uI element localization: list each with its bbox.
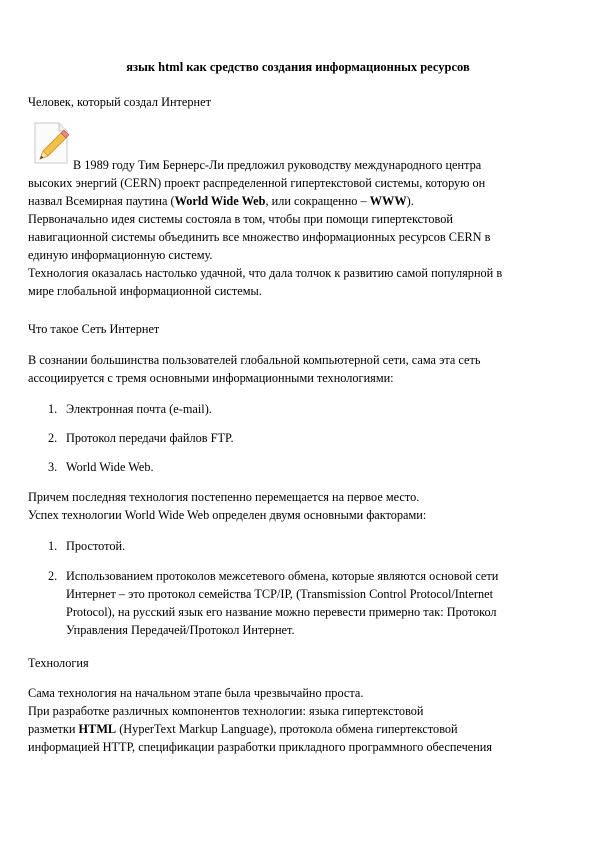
- list-number: 3.: [48, 460, 58, 474]
- page-title: язык html как средство создания информационных ресурсов: [126, 60, 470, 74]
- paragraph-line: мире глобальной информационной системы.: [28, 284, 262, 298]
- paragraph-line: Сама технология на начальном этапе была чрезвычайно проста.: [28, 686, 364, 700]
- list-item: Простотой.: [66, 539, 126, 553]
- list-number: 2.: [48, 431, 58, 445]
- bold-term: HTML: [78, 722, 117, 736]
- paragraph-line: разметки HTML (HyperText Markup Language), протокола обмена гипертекстовой: [28, 722, 458, 736]
- list-item-line: Интернет – это протокол семейства TCP/IP, (Transmission Control Protocol/Internet: [66, 587, 494, 601]
- section-heading-technology: Технология: [28, 656, 89, 670]
- paragraph-line: Успех технологии World Wide Web определен двумя основными факторами:: [28, 508, 427, 522]
- paragraph-line: Первоначально идея системы состояла в том, чтобы при помощи гипертекстовой: [28, 212, 453, 226]
- paragraph-line: информацией HTTP, спецификации разработки прикладного программного обеспечения: [28, 740, 493, 754]
- pencil-document-icon: [31, 121, 71, 165]
- bold-term: World Wide Web: [174, 194, 266, 208]
- list-item: Протокол передачи файлов FTP.: [66, 431, 234, 445]
- section-heading-internet: Что такое Сеть Интернет: [28, 322, 160, 336]
- paragraph-line: Технология оказалась настолько удачной, что дала толчок к развитию самой популярной в: [28, 266, 503, 280]
- paragraph-line: В сознании большинства пользователей глобальной компьютерной сети, сама эта сеть: [28, 353, 481, 367]
- list-item-line: Управления Передачей/Протокол Интернет.: [66, 623, 295, 637]
- list-item: World Wide Web.: [66, 460, 154, 474]
- list-item-line: Использованием протоколов межсетевого обмена, которые являются основой сети: [66, 569, 499, 583]
- paragraph-line: назвал Всемирная паутина (World Wide Web, или сокращенно – WWW).: [28, 194, 414, 208]
- list-number: 1.: [48, 402, 58, 416]
- paragraph-line: навигационной системы объединить все множество информационных ресурсов CERN в: [28, 230, 491, 244]
- list-item-line: Protocol), на русский язык его название можно перевести примерно так: Протокол: [66, 605, 497, 619]
- list-item: Электронная почта (e-mail).: [66, 402, 212, 416]
- paragraph-line: При разработке различных компонентов технологии: языка гипертекстовой: [28, 704, 424, 718]
- section-heading-creator: Человек, который создал Интернет: [28, 95, 211, 109]
- list-number: 2.: [48, 569, 58, 583]
- paragraph-line: В 1989 году Тим Бернерс-Ли предложил руководству международного центра: [73, 158, 482, 172]
- paragraph-line: Причем последняя технология постепенно перемещается на первое место.: [28, 490, 420, 504]
- list-number: 1.: [48, 539, 58, 553]
- paragraph-line: высоких энергий (CERN) проект распределенной гипертекстовой системы, которую он: [28, 176, 486, 190]
- paragraph-line: единую информационную систему.: [28, 248, 213, 262]
- paragraph-line: ассоциируется с тремя основными информационными технологиями:: [28, 371, 394, 385]
- bold-term: WWW: [369, 194, 407, 208]
